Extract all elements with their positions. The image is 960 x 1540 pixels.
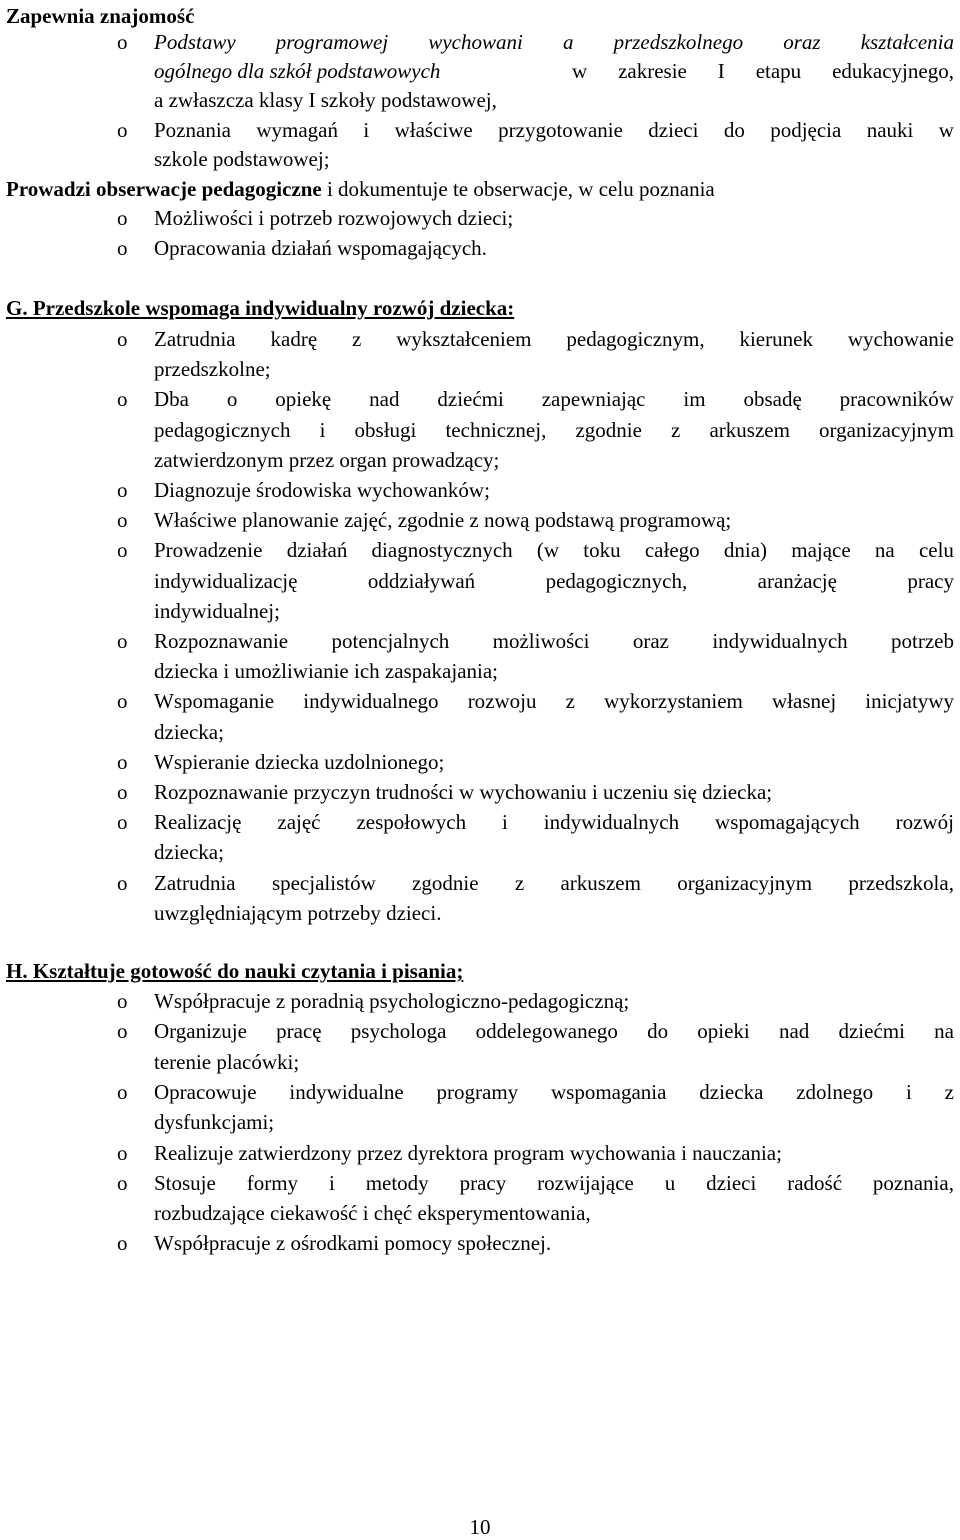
intro-item2-line1 — [154, 117, 954, 143]
list-item-line — [154, 386, 954, 412]
word: oraz — [783, 30, 821, 54]
word: i — [502, 810, 508, 835]
word: kształcenia — [860, 30, 954, 54]
word: zdolnego — [796, 1079, 874, 1104]
intro-item1-line2-rest — [572, 58, 954, 84]
word: formy — [246, 1170, 299, 1195]
word: możliwości — [492, 629, 590, 653]
word: etapu — [755, 59, 802, 83]
list-item-line — [154, 809, 954, 835]
word: indywidualizację — [154, 568, 298, 593]
page-number: 10 — [469, 1515, 491, 1539]
intro-item1-line3: a zwłaszcza klasy I szkoły podstawowej, — [154, 88, 497, 112]
word: diagnostycznych — [371, 538, 513, 563]
word: Dba — [154, 387, 189, 412]
word: pracy — [907, 568, 954, 593]
word: całego — [644, 538, 700, 563]
word: zgodnie — [575, 417, 642, 442]
word: wykształceniem — [396, 327, 532, 351]
word: zajęć — [277, 810, 321, 835]
bullet: o — [117, 538, 128, 563]
word: dziecka — [699, 1079, 764, 1104]
bullet: o — [117, 118, 128, 142]
word: wykorzystaniem — [604, 689, 743, 714]
word: nad — [369, 387, 400, 412]
word: na — [874, 538, 895, 563]
list-item-line — [154, 628, 954, 654]
intro-item4: Opracowania działań wspomagających. — [154, 236, 487, 260]
bullet: o — [117, 1140, 128, 1165]
list-item-line: dziecka i umożliwianie ich zaspakajania; — [154, 659, 499, 684]
list-item-line — [154, 688, 954, 714]
word: radość — [787, 1170, 843, 1195]
word: pedagogicznych — [154, 417, 291, 442]
word: nauki — [866, 118, 914, 142]
word: z — [565, 689, 575, 714]
word: Realizację — [154, 810, 242, 835]
observations-bold: Prowadzi obserwacje pedagogiczne — [6, 177, 322, 201]
list-item-line: Wspieranie dziecka uzdolnionego; — [154, 749, 445, 774]
word: Rozpoznawanie — [154, 629, 289, 653]
bullet: o — [117, 810, 128, 835]
word: Prowadzenie — [154, 538, 263, 563]
section-heading-h: H. Kształtuje gotowość do nauki czytania i pisania; — [6, 959, 464, 983]
word: oddziaływań — [367, 568, 476, 593]
bullet: o — [117, 689, 128, 714]
word: o — [226, 387, 238, 412]
word: i — [328, 1170, 335, 1195]
intro-item1-line1 — [154, 29, 954, 55]
list-item-line — [154, 537, 954, 563]
word: Organizuje — [154, 1019, 247, 1044]
bullet: o — [117, 327, 128, 351]
word: specjalistów — [271, 870, 376, 895]
list-item-line: uwzględniającym potrzeby dzieci. — [154, 900, 442, 925]
word: na — [934, 1019, 954, 1044]
word: w — [572, 59, 588, 83]
word: oddelegowanego — [475, 1019, 618, 1044]
word: indywidualnych — [543, 810, 680, 835]
word: z — [671, 417, 681, 442]
word: z — [352, 327, 362, 351]
word: a — [562, 30, 574, 54]
word: dnia) — [723, 538, 768, 563]
word: wymagań — [256, 118, 339, 142]
word: pedagogicznych, — [545, 568, 688, 593]
word: obsadę — [743, 387, 802, 412]
word: metody — [365, 1170, 429, 1195]
bullet: o — [117, 780, 128, 804]
word: programowej — [275, 30, 389, 54]
word: z — [514, 870, 525, 895]
word: dziećmi — [437, 387, 504, 412]
word: podjęcia — [770, 118, 842, 142]
word: z — [944, 1079, 954, 1104]
list-item-line — [154, 417, 954, 443]
list-item-line: indywidualnej; — [154, 598, 280, 623]
word: indywidualne — [289, 1079, 404, 1104]
word: indywidualnego — [303, 689, 439, 714]
bullet: o — [117, 30, 128, 54]
bullet: o — [117, 1231, 128, 1256]
section-heading-g: G. Przedszkole wspomaga indywidualny rozwój dziecka: — [6, 296, 515, 320]
word: Podstawy — [154, 30, 236, 54]
word: przygotowanie — [498, 118, 623, 142]
word: potrzeb — [891, 629, 954, 653]
word: Opracowuje — [154, 1079, 257, 1104]
word: psychologa — [350, 1019, 447, 1044]
word: u — [664, 1170, 676, 1195]
word: dzieci — [648, 118, 699, 142]
list-item-line: dysfunkcjami; — [154, 1110, 275, 1135]
word: wychowani — [428, 30, 523, 54]
intro-item1-italic: ogólnego dla szkół podstawowych — [154, 59, 441, 83]
word: opiekę — [275, 387, 332, 412]
word: Zatrudnia — [154, 327, 236, 351]
bullet: o — [117, 478, 128, 502]
word: toku — [583, 538, 621, 563]
word: poznania, — [872, 1170, 954, 1195]
word: pedagogicznym, — [566, 327, 705, 351]
list-item-line: zatwierdzonym przez organ prowadzący; — [154, 447, 500, 472]
word: wychowanie — [847, 327, 954, 351]
word: dzieci — [706, 1170, 757, 1195]
bullet: o — [117, 236, 128, 260]
word: oraz — [632, 629, 669, 653]
word: w — [938, 118, 954, 142]
list-item-line: przedszkolne; — [154, 357, 271, 382]
word: Stosuje — [154, 1170, 216, 1195]
observations-line — [6, 176, 715, 202]
word: rozwój — [895, 810, 954, 835]
word: potencjalnych — [331, 629, 450, 653]
word: im — [683, 387, 706, 412]
list-item-line: dziecka; — [154, 840, 224, 865]
bullet: o — [117, 629, 128, 653]
word: pracowników — [839, 387, 954, 412]
word: organizacyjnym — [819, 417, 954, 442]
section-heading-zapewnia: Zapewnia znajomość — [6, 4, 195, 28]
word: zapewniając — [541, 387, 646, 412]
bullet: o — [117, 989, 128, 1013]
word: I — [717, 59, 725, 83]
list-item-line — [154, 326, 954, 352]
list-item-line: Właściwe planowanie zajęć, zgodnie z nową podstawą programową; — [154, 508, 732, 533]
bullet: o — [117, 1170, 128, 1195]
word: rozwijające — [537, 1170, 634, 1195]
word: indywidualnych — [712, 629, 848, 653]
word: do — [647, 1019, 669, 1044]
word: opieki — [697, 1019, 750, 1044]
word: arkuszem — [709, 417, 790, 442]
observations-rest: i dokumentuje te obserwacje, w celu poznania — [321, 177, 715, 201]
word: pracę — [276, 1019, 322, 1044]
list-item-line — [154, 870, 954, 896]
list-item-line — [154, 1170, 954, 1196]
intro-item1-line2 — [154, 58, 954, 84]
word: wspomagania — [550, 1079, 667, 1104]
word: arkuszem — [560, 870, 641, 895]
word: aranżację — [757, 568, 837, 593]
list-item-line — [154, 568, 954, 594]
word: organizacyjnym — [677, 870, 813, 895]
word: pracy — [459, 1170, 507, 1195]
word: edukacyjnego, — [832, 59, 954, 83]
intro-item2-line2: szkole podstawowej; — [154, 147, 330, 171]
word: i — [905, 1079, 912, 1104]
list-item-line: Współpracuje z ośrodkami pomocy społecznej. — [154, 1231, 552, 1256]
word: programy — [436, 1079, 519, 1104]
bullet: o — [117, 1079, 128, 1104]
word: inicjatywy — [865, 689, 954, 714]
word: właściwe — [394, 118, 473, 142]
word: działań — [286, 538, 348, 563]
list-item-line — [154, 1018, 954, 1044]
word: przedszkolnego — [613, 30, 744, 54]
word: kadrę — [270, 327, 318, 351]
list-item-line: Współpracuje z poradnią psychologiczno-pedagogiczną; — [154, 989, 630, 1013]
word: celu — [918, 538, 954, 563]
word: zespołowych — [356, 810, 467, 835]
word: dziećmi — [838, 1019, 905, 1044]
list-item-line: Rozpoznawanie przyczyn trudności w wychowaniu i uczeniu się dziecka; — [154, 780, 773, 804]
word: kierunek — [739, 327, 813, 351]
word: Poznania — [154, 118, 231, 142]
word: zakresie — [618, 59, 687, 83]
list-item-line: terenie placówki; — [154, 1049, 300, 1074]
word: (w — [536, 538, 560, 563]
word: rozwoju — [467, 689, 537, 714]
list-item-line: Realizuje zatwierdzony przez dyrektora program wychowania i nauczania; — [154, 1140, 782, 1165]
bullet: o — [117, 870, 128, 895]
word: wspomagających — [715, 810, 860, 835]
bullet: o — [117, 1019, 128, 1044]
bullet: o — [117, 206, 128, 230]
word: obsługi — [354, 417, 417, 442]
word: Zatrudnia — [154, 870, 236, 895]
word: do — [723, 118, 745, 142]
word: i — [319, 417, 326, 442]
bullet: o — [117, 387, 128, 412]
word: własnej — [772, 689, 837, 714]
word: przedszkola, — [848, 870, 954, 895]
word: Wspomaganie — [154, 689, 275, 714]
word: technicznej, — [445, 417, 547, 442]
word: i — [363, 118, 370, 142]
bullet: o — [117, 749, 128, 774]
list-item-line: Diagnozuje środowiska wychowanków; — [154, 478, 490, 502]
word: zgodnie — [412, 870, 479, 895]
list-item-line: rozbudzające ciekawość i chęć eksperymentowania, — [154, 1201, 591, 1226]
bullet: o — [117, 508, 128, 533]
list-item-line: dziecka; — [154, 719, 224, 744]
word: mające — [791, 538, 851, 563]
list-item-line — [154, 1079, 954, 1105]
intro-item3: Możliwości i potrzeb rozwojowych dzieci; — [154, 206, 514, 230]
word: nad — [778, 1019, 810, 1044]
